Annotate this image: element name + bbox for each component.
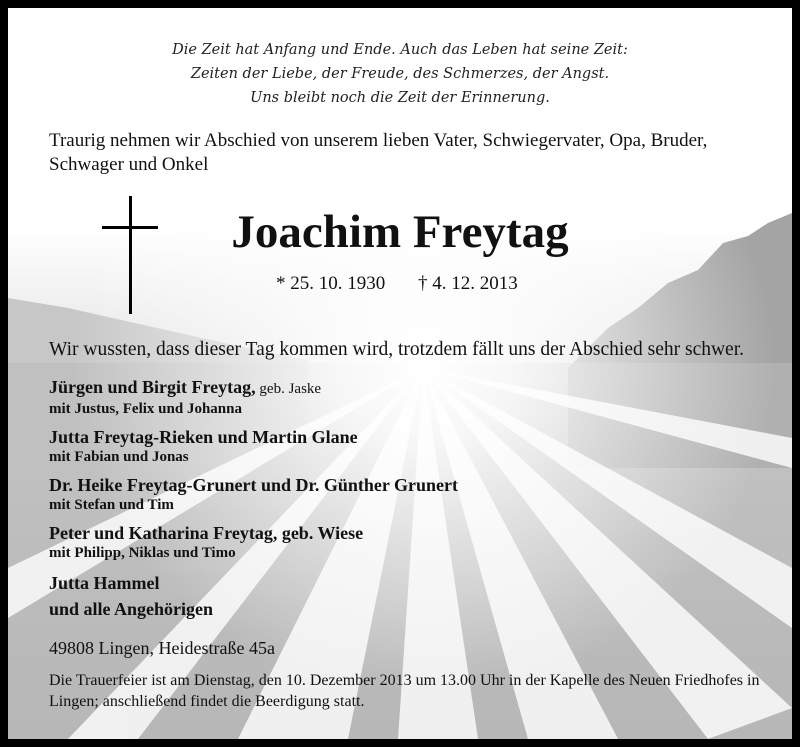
family-entry [49,426,769,467]
other-mourner: und alle Angehörigen [49,599,214,619]
birth-date: * 25. 10. 1930 [276,273,386,294]
poem-line: Zeiten der Liebe, der Freude, des Schmerzes, der Angst. [190,66,610,82]
maiden-name: geb. Jaske [255,381,322,397]
death-date: † 4. 12. 2013 [418,273,518,294]
cross-icon [102,196,158,314]
family-entry [49,522,769,563]
family-children: mit Philipp, Niklas und Timo [49,545,236,561]
poem-line: Die Zeit hat Anfang und Ende. Auch das Leben hat seine Zeit: [172,42,628,58]
family-address: 49808 Lingen, Heidestraße 45a [49,638,275,658]
life-dates [276,272,518,296]
family-children: mit Justus, Felix und Johanna [49,401,242,417]
opening-poem [8,38,792,110]
family-children: mit Stefan und Tim [49,497,174,513]
farewell-text: Wir wussten, dass dieser Tag kommen wird, trotzdem fällt uns der Abschied sehr schwer. [49,339,745,360]
family-name: Peter und Katharina Freytag, geb. Wiese [49,523,364,543]
family-name: Jürgen und Birgit Freytag, [49,377,256,397]
family-children: mit Fabian und Jonas [49,449,189,465]
funeral-notice: Die Trauerfeier ist am Dienstag, den 10. Dezember 2013 um 13.00 Uhr in der Kapelle des Neuen Friedhofes in Lingen; anschließend findet die Beerdigung statt. [49,672,760,710]
mourners-list [49,376,769,622]
intro-text: Traurig nehmen wir Abschied von unserem lieben Vater, Schwiegervater, Opa, Bruder, Schwager und Onkel [49,130,708,175]
family-entry [49,376,769,419]
family-name: Jutta Freytag-Rieken und Martin Glane [49,427,358,447]
family-entry [49,474,769,515]
family-name: Dr. Heike Freytag-Grunert und Dr. Günther Grunert [49,475,458,495]
other-mourner: Jutta Hammel [49,573,160,593]
deceased-name: Joachim Freytag [231,206,569,258]
poem-line: Uns bleibt noch die Zeit der Erinnerung. [250,90,550,106]
